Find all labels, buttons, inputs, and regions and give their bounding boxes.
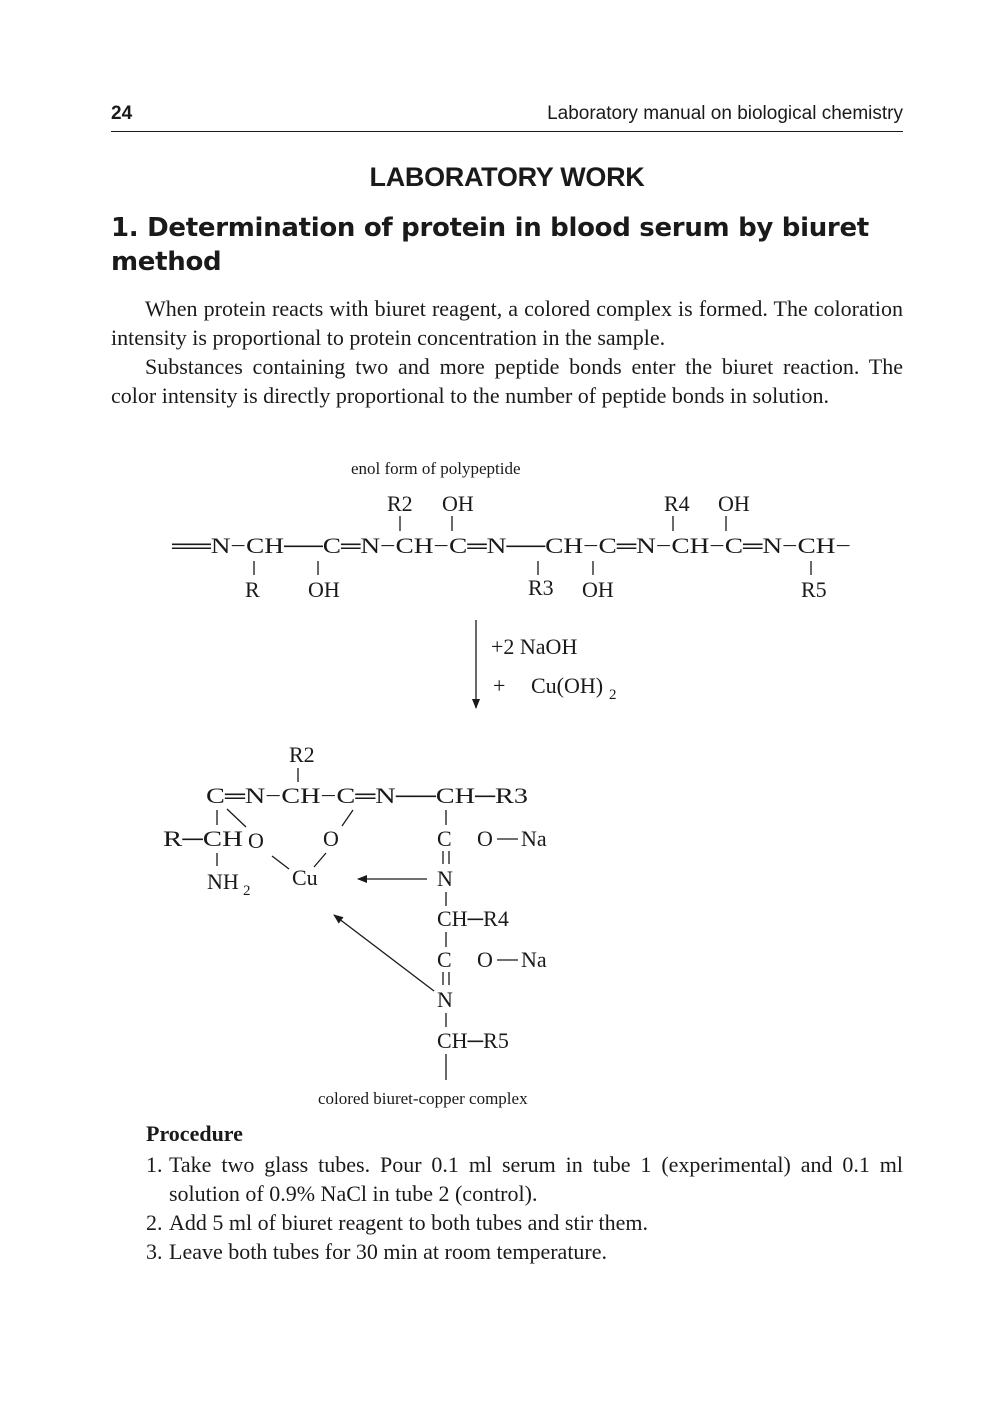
- step-number: 2.: [146, 1210, 163, 1235]
- complex-amine-subscript: 2: [243, 883, 251, 899]
- hydroxyl-top-2: OH: [718, 491, 750, 516]
- complex-amine: NH: [207, 869, 239, 894]
- procedure-step: [146, 1237, 903, 1266]
- work-title: 1. Determination of protein in blood serum by biuret method: [111, 213, 869, 277]
- procedure-step: [146, 1208, 903, 1237]
- reagent-naoh: +2 NaOH: [491, 634, 578, 659]
- complex-sodium-2: Na: [521, 947, 547, 972]
- enol-chain-structure: [171, 491, 851, 602]
- complex-top-chain: C═N−CH−C═N──CH─R3: [206, 783, 528, 808]
- complex-carbon-2: C: [437, 947, 452, 972]
- complex-oxygen-left: O: [248, 828, 264, 853]
- complex-r-ch: R─CH: [163, 826, 244, 851]
- step-text: Add 5 ml of biuret reagent to both tubes and stir them.: [169, 1210, 649, 1235]
- complex-ch-r4: CH─R4: [437, 906, 509, 931]
- running-title: Laboratory manual on biological chemistry: [547, 103, 903, 124]
- enol-backbone: ══N−CH──C═N−CH−C═N──CH−C═N−CH−C═N−CH−: [170, 533, 851, 558]
- complex-oxygen-na-1: O: [477, 826, 493, 851]
- complex-nitrogen-2: N: [437, 987, 453, 1012]
- procedure-heading: Procedure: [146, 1121, 243, 1146]
- peptide-paragraph: Substances containing two and more peptide bonds enter the biuret reaction. The color intensity is directly proportional to the number of peptide bonds in solution.: [111, 354, 903, 408]
- page-number: 24: [111, 103, 133, 124]
- complex-copper: Cu: [292, 865, 318, 890]
- substituent-r3: R3: [528, 575, 554, 600]
- reagent-plus: +: [493, 673, 506, 698]
- complex-oxygen-right: O: [323, 826, 339, 851]
- complex-ch-r5: CH─R5: [437, 1028, 509, 1053]
- substituent-r5: R5: [801, 577, 827, 602]
- complex-nitrogen-1: N: [437, 866, 453, 891]
- step-text: Leave both tubes for 30 min at room temperature.: [169, 1239, 608, 1264]
- substituent-r: R: [245, 577, 260, 602]
- substituent-r4: R4: [664, 491, 690, 516]
- hydroxyl-bottom-2: OH: [582, 577, 614, 602]
- step-number: 1.: [146, 1152, 163, 1177]
- complex-r2: R2: [289, 742, 315, 767]
- reagent-subscript: 2: [609, 687, 617, 703]
- procedure-list: [146, 1150, 903, 1266]
- complex-carbon-1: C: [437, 826, 452, 851]
- step-number: 3.: [146, 1239, 163, 1264]
- complex-sodium-1: Na: [521, 826, 547, 851]
- step-text: Take two glass tubes. Pour 0.1 ml serum in tube 1 (experimental) and 0.1 ml solution of 0.9% NaCl in tube 2 (control).: [169, 1152, 903, 1206]
- hydroxyl-bottom-1: OH: [308, 577, 340, 602]
- complex-caption: colored biuret-copper complex: [318, 1089, 528, 1108]
- complex-oxygen-na-2: O: [477, 947, 493, 972]
- substituent-r2: R2: [387, 491, 413, 516]
- copper-complex-structure: [163, 742, 547, 1080]
- coordination-arrow-2: [334, 915, 434, 991]
- intro-paragraph: When protein reacts with biuret reagent, a colored complex is formed. The coloration intensity is proportional to protein concentration in the sample.: [111, 296, 903, 350]
- hydroxyl-top-1: OH: [442, 491, 474, 516]
- section-title: LABORATORY WORK: [369, 162, 645, 192]
- enol-form-caption: enol form of polypeptide: [351, 459, 521, 478]
- reagent-copper-hydroxide: Cu(OH): [531, 673, 604, 698]
- procedure-step: [146, 1150, 903, 1208]
